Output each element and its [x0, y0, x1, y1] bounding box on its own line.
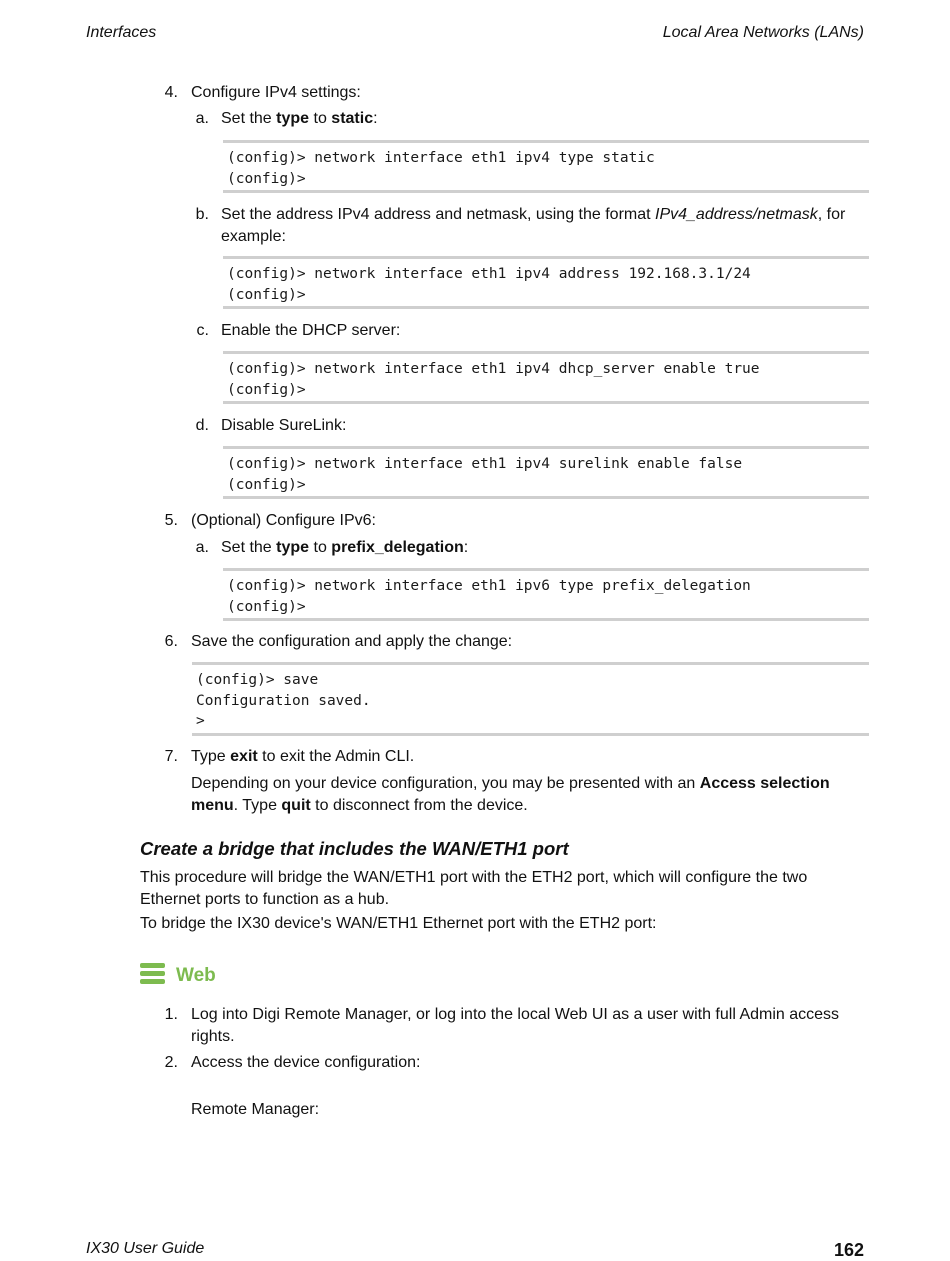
step-number: 7. — [164, 748, 178, 765]
substep-letter: c. — [196, 322, 209, 339]
substep-text: Enable the DHCP server: — [221, 322, 401, 339]
menu-icon — [140, 963, 165, 987]
step-text: Access the device configuration: — [191, 1054, 421, 1071]
code-line: (config)> — [227, 170, 306, 187]
substep-text-continued: example: — [221, 228, 286, 245]
code-line: (config)> — [227, 381, 306, 398]
code-block — [192, 662, 869, 736]
code-line: (config)> save — [196, 672, 319, 688]
code-line: (config)> network interface eth1 ipv4 type static — [227, 150, 655, 166]
body-paragraph: To bridge the IX30 device's WAN/ETH1 Ethernet port with the ETH2 port: — [140, 915, 657, 932]
body-paragraph-line2: Ethernet ports to function as a hub. — [140, 891, 390, 908]
section-heading: Create a bridge that includes the WAN/ETH1 port — [140, 838, 569, 859]
step-text: Type exit to exit the Admin CLI. — [191, 748, 415, 765]
step-number: 2. — [164, 1054, 178, 1071]
note-paragraph-line1: Depending on your device configuration, you may be presented with an Access selection — [191, 775, 830, 792]
substep-text: Set the address IPv4 address and netmask, using the format IPv4_address/netmask, for — [221, 206, 846, 223]
code-line: Configuration saved. — [196, 692, 371, 709]
substep-letter: d. — [195, 417, 209, 434]
code-line: (config)> — [227, 598, 306, 615]
code-block — [223, 351, 869, 404]
substep-text: Set the type to static: — [221, 110, 378, 127]
code-block — [223, 446, 869, 499]
code-block — [223, 256, 869, 309]
code-line: (config)> network interface eth1 ipv6 type prefix_delegation — [227, 578, 751, 594]
code-block — [223, 568, 869, 621]
code-line: > — [196, 713, 205, 729]
substep-letter: a. — [195, 539, 209, 556]
step-text-continued: rights. — [191, 1028, 235, 1045]
step-number: 6. — [164, 633, 178, 650]
web-section-label: Web — [176, 965, 216, 986]
substep-letter: b. — [195, 206, 209, 223]
step-number: 1. — [164, 1006, 178, 1023]
remote-manager-label: Remote Manager: — [191, 1101, 320, 1118]
code-line: (config)> network interface eth1 ipv4 surelink enable false — [227, 456, 743, 472]
body-paragraph-line1: This procedure will bridge the WAN/ETH1 port with the ETH2 port, which will configure the two — [140, 869, 808, 886]
code-block — [223, 140, 869, 193]
code-line: (config)> — [227, 476, 306, 493]
footer-guide-title: IX30 User Guide — [86, 1240, 205, 1257]
step-text: (Optional) Configure IPv6: — [191, 512, 376, 529]
step-number: 4. — [164, 84, 178, 101]
step-text: Configure IPv4 settings: — [191, 84, 361, 101]
running-header-right: Local Area Networks (LANs) — [662, 24, 864, 41]
step-text: Save the configuration and apply the change: — [191, 633, 513, 650]
substep-text: Set the type to prefix_delegation: — [221, 539, 469, 556]
substep-letter: a. — [195, 110, 209, 127]
running-header-left: Interfaces — [86, 24, 157, 41]
step-number: 5. — [164, 512, 178, 529]
step-text: Log into Digi Remote Manager, or log into the local Web UI as a user with full Admin access — [191, 1006, 840, 1023]
page-number: 162 — [833, 1240, 864, 1260]
code-line: (config)> — [227, 286, 306, 303]
code-line: (config)> network interface eth1 ipv4 dhcp_server enable true — [227, 361, 760, 377]
substep-text: Disable SureLink: — [221, 417, 347, 434]
code-line: (config)> network interface eth1 ipv4 address 192.168.3.1/24 — [227, 266, 751, 282]
note-paragraph-line2: menu. Type quit to disconnect from the device. — [191, 797, 528, 814]
